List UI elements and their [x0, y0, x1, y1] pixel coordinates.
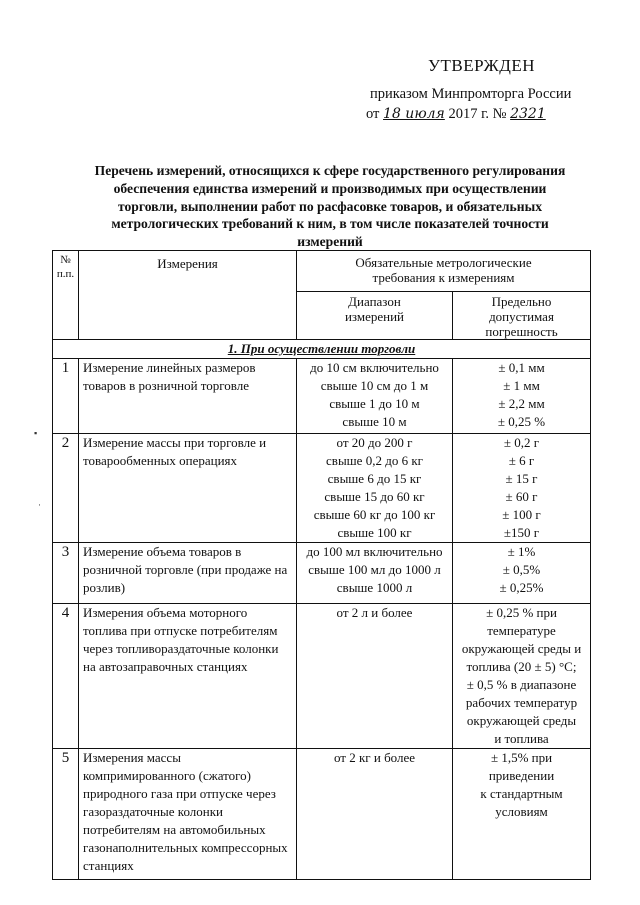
error-value: топлива (20 ± 5) °С; — [466, 659, 577, 674]
handwritten-number: 2321 — [510, 106, 546, 122]
measurement-text: Измерения объема моторного топлива при отпуске потребителям через топливораздаточные колонки на автозаправочных станциях — [83, 605, 279, 674]
error-value: ± 2,2 мм — [498, 396, 545, 411]
error-value: ± 6 г — [508, 453, 535, 468]
row-measurement — [79, 604, 297, 749]
error-value: ± 100 г — [502, 507, 541, 522]
document-title — [60, 162, 600, 251]
range-value: от 20 до 200 г — [336, 435, 413, 450]
section-row — [53, 340, 591, 359]
row-ranges — [297, 543, 453, 604]
section-title: 1. При осуществлении торговли — [53, 340, 591, 359]
error-value: ± 1 мм — [503, 378, 540, 393]
measurement-text: Измерение объема товаров в розничной торговле (при продаже на розлив) — [83, 544, 288, 595]
handwritten-date: 18 июля — [383, 106, 445, 122]
table-row — [53, 604, 591, 749]
table-row — [53, 749, 591, 880]
row-number: 5 — [53, 749, 79, 880]
range-value: свыше 6 до 15 кг — [327, 471, 422, 486]
measurements-table — [52, 250, 591, 880]
range-value: свыше 1 до 10 м — [329, 396, 420, 411]
range-value: свыше 0,2 до 6 кг — [326, 453, 423, 468]
title-line: обеспечения единства измерений и производимых при осуществлении — [113, 180, 547, 196]
range-value: свыше 10 м — [342, 414, 407, 429]
range-value: свыше 100 мл до 1000 л — [308, 562, 441, 577]
error-value: ± 0,25 % — [497, 414, 546, 429]
title-line: Перечень измерений, относящихся к сфере государственного регулирования — [94, 163, 566, 178]
date-prefix: от — [366, 106, 380, 122]
header-measurement: Измерения — [79, 251, 297, 340]
range-value: свыше 60 кг до 100 кг — [313, 507, 436, 522]
error-value: ± 0,25 % при — [486, 605, 557, 620]
error-value: ± 0,5% — [502, 562, 541, 577]
row-number: 1 — [53, 359, 79, 434]
header-range: Диапазон измерений — [297, 292, 453, 340]
title-line: метрологических требований к ним, в том числе показателей точности — [111, 216, 549, 232]
row-ranges — [297, 434, 453, 543]
order-line: приказом Минпромторга России — [370, 86, 572, 102]
approved-stamp-title: УТВЕРЖДЕН — [428, 56, 535, 75]
range-value: свыше 1000 л — [336, 580, 413, 595]
year-text: 2017 г. № — [448, 106, 507, 122]
scan-speck: · — [38, 500, 41, 510]
row-errors — [453, 749, 591, 880]
error-value: окружающей среды и — [461, 641, 582, 656]
row-number: 2 — [53, 434, 79, 543]
table-row — [53, 434, 591, 543]
row-errors — [453, 543, 591, 604]
error-value: температуре — [487, 623, 556, 638]
header-requirements: Обязательные метрологические требования к измерениям — [297, 251, 591, 292]
row-measurement — [79, 543, 297, 604]
row-errors — [453, 434, 591, 543]
scan-speck: ▪ — [34, 428, 38, 438]
error-value: рабочих температур — [465, 695, 578, 710]
error-value: ± 60 г — [505, 489, 538, 504]
table-header-row — [53, 251, 591, 292]
error-value: приведении — [488, 768, 555, 783]
title-line: торговли, выполнении работ по расфасовке товаров, и обязательных — [118, 198, 542, 214]
error-value: ±150 г — [503, 525, 540, 540]
row-ranges — [297, 749, 453, 880]
error-value: окружающей среды — [466, 713, 577, 728]
range-value: до 100 мл включительно — [306, 544, 443, 559]
row-measurement — [79, 434, 297, 543]
title-line: измерений — [297, 234, 363, 250]
row-number: 4 — [53, 604, 79, 749]
range-value: от 2 кг и более — [333, 750, 416, 765]
range-value: до 10 см включительно — [310, 360, 439, 375]
row-errors — [453, 359, 591, 434]
row-number: 3 — [53, 543, 79, 604]
range-value: свыше 100 кг — [337, 525, 412, 540]
row-errors — [453, 604, 591, 749]
error-value: условиям — [495, 804, 548, 819]
error-value: ± 1,5% при — [490, 750, 553, 765]
error-value: ± 1% — [507, 544, 536, 559]
table-row — [53, 543, 591, 604]
row-measurement — [79, 749, 297, 880]
measurement-text: Измерения массы компримированного (сжатого) природного газа при отпуске через газораздаточные колонки потребителям на автомобильных газонаполнительных компрессорных станциях — [83, 750, 288, 873]
error-value: ± 0,5 % в диапазоне — [466, 677, 577, 692]
row-ranges — [297, 604, 453, 749]
row-measurement — [79, 359, 297, 434]
error-value: ± 0,1 мм — [498, 360, 545, 375]
row-ranges — [297, 359, 453, 434]
error-value: и топлива — [494, 731, 549, 746]
error-value: ± 0,2 г — [503, 435, 540, 450]
table-row — [53, 359, 591, 434]
error-value: ± 0,25% — [499, 580, 544, 595]
order-date-line — [366, 106, 546, 123]
error-value: ± 15 г — [505, 471, 538, 486]
range-value: свыше 10 см до 1 м — [320, 378, 429, 393]
header-num: № п.п. — [53, 251, 79, 340]
error-value: к стандартным — [480, 786, 563, 801]
measurement-text: Измерение линейных размеров товаров в розничной торговле — [83, 360, 256, 393]
range-value: от 2 л и более — [336, 605, 413, 620]
header-error: Предельно допустимая погрешность — [453, 292, 591, 340]
measurement-text: Измерение массы при торговле и товарообменных операциях — [83, 435, 267, 468]
range-value: свыше 15 до 60 кг — [324, 489, 425, 504]
